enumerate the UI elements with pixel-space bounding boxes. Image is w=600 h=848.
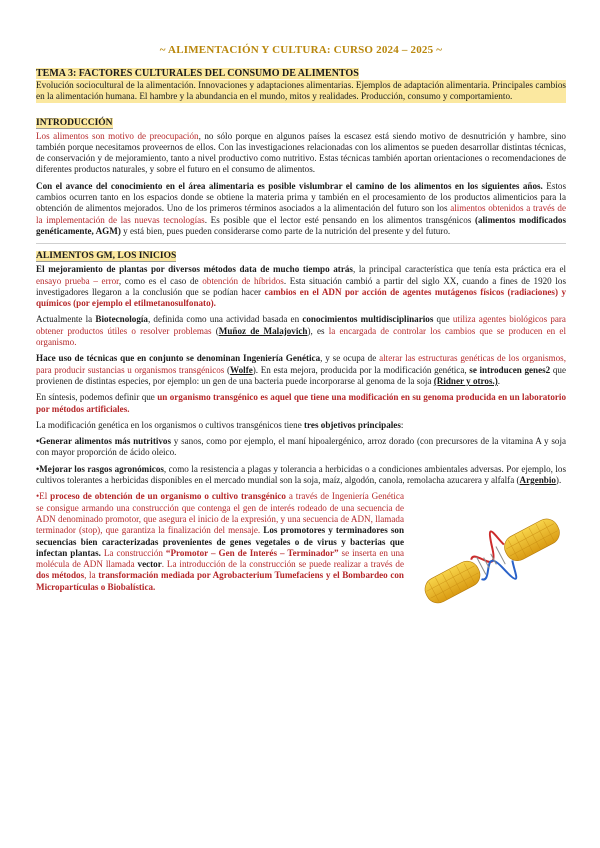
objective-1: •Generar alimentos más nutritivos y sanos, como por ejemplo, el maní hipoalergénico, arroz dorado (con precursores de la vitamina A y soja con mayor proporción de ácido oleico. bbox=[36, 436, 567, 458]
objective-3: •El proceso de obtención de un organismo o cultivo transgénico a través de Ingeniería Genética se consigue armando una construcción que contenga el gen de interés rodeado de una secuencia de ADN denominado promotor, que asegura el inicio de la expresión, y una secuencia de ADN, llamada terminador (stop), que garantiza la finalización del mensaje. Los promotores y terminadores son secuencias bien caracterizadas provenientes de genes vegetales o de virus y bacterias que infectan plantas. La construcción “Promotor – Gen de Interés – Terminador” se inserta en una molécula de ADN llamada vector. La introducción de la construcción se puede realizar a través de dos métodos, la transformación mediada por Agrobacterium Tumefaciens y el Bombardeo con Micropartículas o Biobalística. bbox=[36, 491, 405, 592]
section-heading-intro: INTRODUCCIÓN bbox=[36, 117, 113, 128]
divider bbox=[36, 243, 566, 244]
intro-paragraph-1: Los alimentos son motivo de preocupación, no sólo porque en algunos países la escasez está siendo motivo de desnutrición y hambre, sino también porque necesitamos proveernos de ellos. Con las investigaciones relacionadas con los alimentos se pueden desarrollar distintas técnicas, de conservación y de mejoramiento, tanto a nivel productivo como nutritivo. Estas técnicas también aportan orientaciones o recomendaciones de diferentes productos naturales, y sobre el futuro en el consumo de alimentos. bbox=[36, 130, 566, 175]
gm-paragraph-5: La modificación genética en los organismos o cultivos transgénicos tiene tres objetivos principales: bbox=[36, 419, 404, 430]
gm-paragraph-2: Actualmente la Biotecnología, definida como una actividad basada en conocimientos multidisciplinarios que utiliza agentes biológicos para obtener productos útiles o resolver problemas (Muñoz de Malajovich), es la encargada de controlar los cambios que se producen en el organismo. bbox=[36, 314, 566, 348]
document-page bbox=[36, 44, 566, 598]
topic-heading: TEMA 3: FACTORES CULTURALES DEL CONSUMO DE ALIMENTOS bbox=[36, 68, 359, 79]
transgenic-process-block bbox=[36, 491, 566, 593]
section-heading-gm: ALIMENTOS GM, LOS INICIOS bbox=[36, 251, 177, 262]
corn-dna-icon bbox=[410, 501, 570, 621]
gm-paragraph-4: En síntesis, podemos definir que un organismo transgénico es aquel que tiene una modificación en su genoma producida en un laboratorio por métodos artificiales. bbox=[36, 392, 566, 414]
gm-paragraph-3: Hace uso de técnicas que en conjunto se denominan Ingeniería Genética, y se ocupa de alterar las estructuras genéticas de los organismos, para producir sustancias u organismos transgénicos (Wolfe). En esta mejora, producida por la modificación genética, se introducen genes2 que provienen de distintas especies, por ejemplo: un gen de una bacteria puede incorporarse al genoma de la soja (Ridner y otros.). bbox=[36, 353, 566, 386]
intro-paragraph-2: Con el avance del conocimiento en el área alimentaria es posible vislumbrar el camino de los alimentos en los siguientes años. Estos cambios ocurren tanto en los espacios donde se obtiene la materia prima y también en el procesamiento de los productos alimenticios para la obtención de alimentos mejorados. Uno de los primeros términos asociados a la alimentación del futuro son los alimentos obtenidos a través de la implementación de las nuevas tecnologías. Es posible que el lector esté pensando en los alimentos transgénicos (alimentos modificados genéticamente, AGM) y está bien, pues pueden considerarse como parte de la nutrición del presente y del futuro. bbox=[36, 180, 566, 236]
topic-summary: Evolución sociocultural de la alimentación. Innovaciones y adaptaciones alimentarias. Ejemplos de adaptación alimentaria. Principales cambios en la alimentación humana. El hambre y la abundancia en el mundo, mitos y realidades. Producción, consumo y comportamiento. bbox=[36, 80, 566, 102]
reference-link: (Ridner y otros.) bbox=[433, 375, 498, 386]
reference-link: Wolfe bbox=[230, 364, 253, 375]
objective-2: •Mejorar los rasgos agronómicos, como la resistencia a plagas y tolerancia a herbicidas o a condiciones ambientales adversas. Por ejemplo, los cultivos tolerantes a herbicidas disponibles en el mercado mundial son la soja, maíz, algodón, canola, remolacha azucarera y alfalfa (Argenbio). bbox=[36, 463, 566, 486]
course-title: ~ ALIMENTACIÓN Y CULTURA: CURSO 2024 – 2025 ~ bbox=[159, 44, 443, 56]
gm-paragraph-1: El mejoramiento de plantas por diversos métodos data de mucho tiempo atrás, la principal característica que tenía esta práctica era el ensayo prueba – error, como es el caso de obtención de híbridos. Esta situación cambió a partir del siglo XX, cuando a fines de 1920 los investigadores llegaron a la conclusión que se podían hacer cambios en el ADN por acción de agentes mutágenos físicos (radiaciones) y químicos (por ejemplo el etilmetanosulfonato). bbox=[36, 264, 567, 309]
reference-link: Muñoz de Malajovich bbox=[218, 325, 308, 336]
reference-link: Argenbio bbox=[519, 475, 556, 486]
